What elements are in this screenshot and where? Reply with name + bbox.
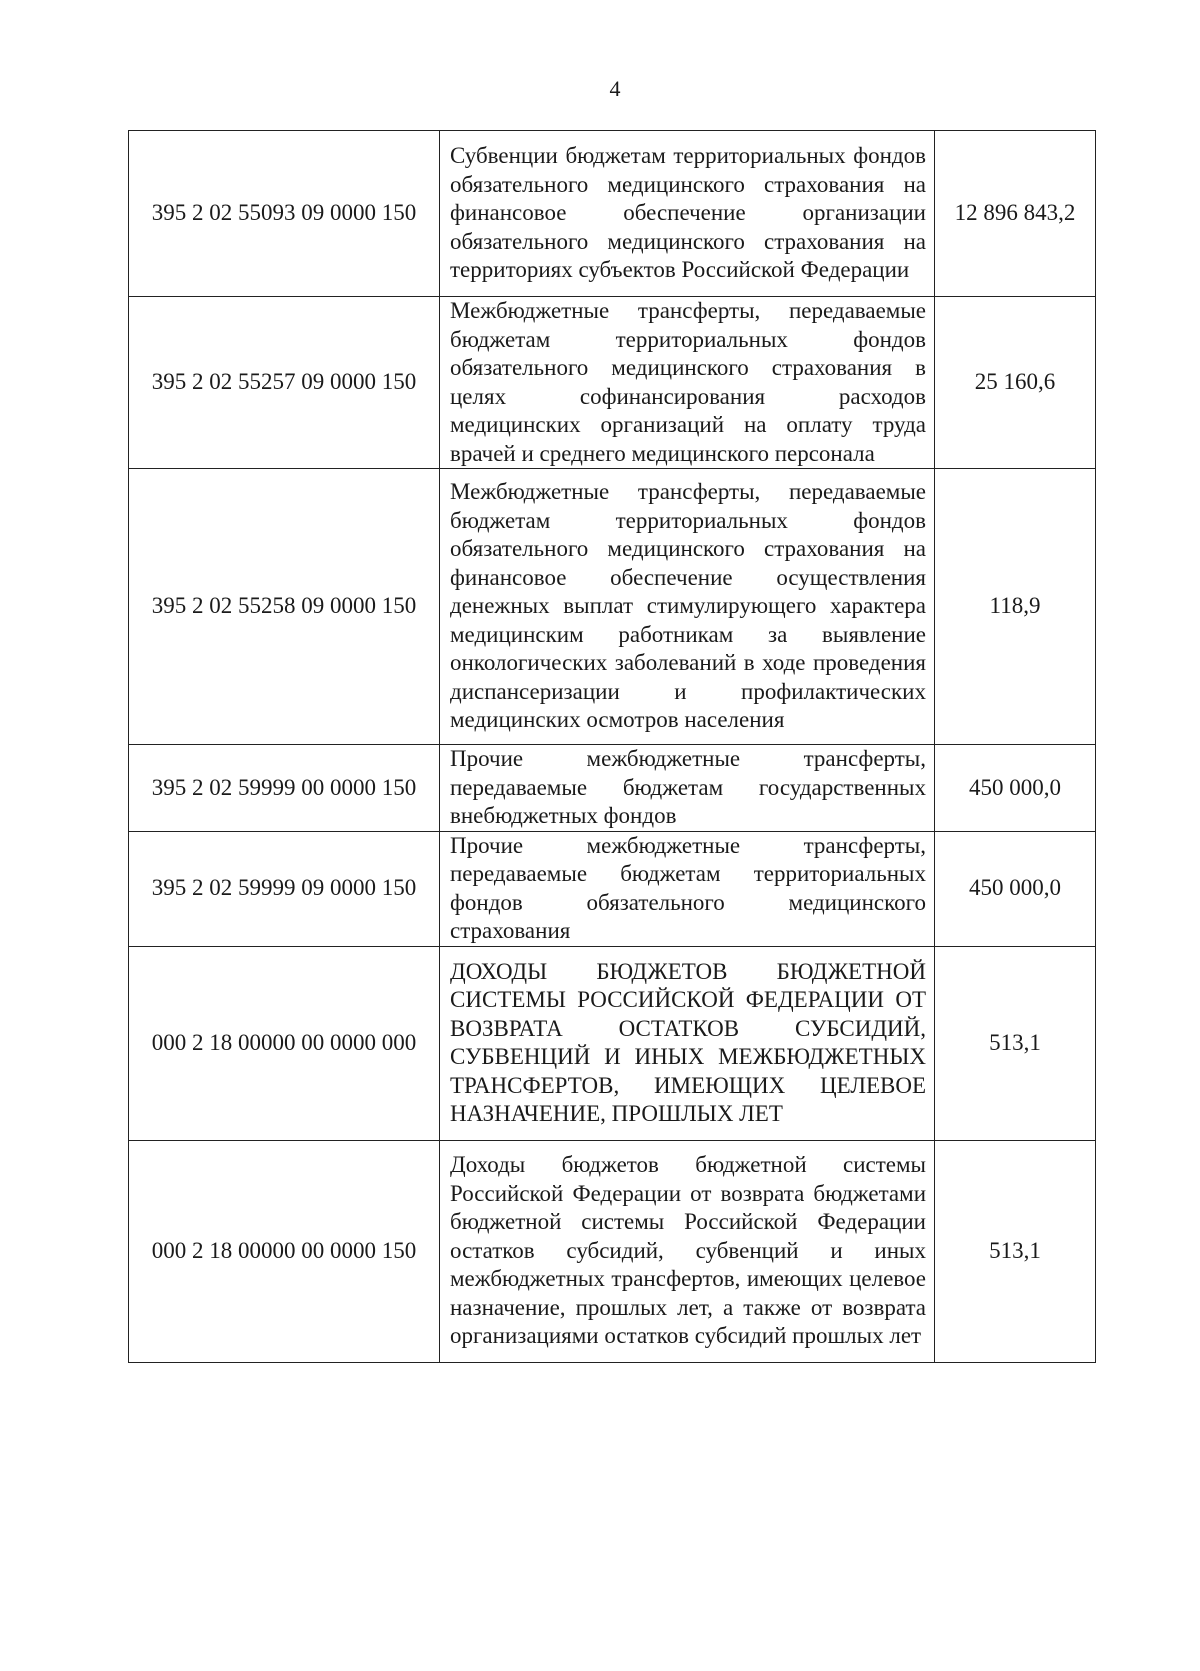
table-row <box>129 831 1096 946</box>
budget-code-cell: 395 2 02 55093 09 0000 150 <box>129 131 440 297</box>
description-cell: Прочие межбюджетные трансферты, передаваемые бюджетам государственных внебюджетных фондов <box>440 745 935 832</box>
page-number: 4 <box>609 76 621 101</box>
description-cell: Доходы бюджетов бюджетной системы Российской Федерации от возврата бюджетами бюджетной системы Российской Федерации остатков субсидий, субвенций и иных межбюджетных трансфертов, имеющих целевое назначение, прошлых лет, а также от возврата организациями остатков субсидий прошлых лет <box>440 1140 935 1362</box>
amount-cell: 450 000,0 <box>935 745 1096 832</box>
amount-cell: 450 000,0 <box>935 831 1096 946</box>
budget-code-cell: 395 2 02 59999 09 0000 150 <box>129 831 440 946</box>
budget-code-cell: 395 2 02 59999 00 0000 150 <box>129 745 440 832</box>
table-row <box>129 131 1096 297</box>
description-cell: Прочие межбюджетные трансферты, передаваемые бюджетам территориальных фондов обязательного медицинского страхования <box>440 831 935 946</box>
table-row <box>129 297 1096 469</box>
budget-revenue-table <box>128 130 1096 1363</box>
table-row <box>129 745 1096 832</box>
budget-code-cell: 000 2 18 00000 00 0000 000 <box>129 946 440 1140</box>
table-row <box>129 946 1096 1140</box>
description-cell: Межбюджетные трансферты, передаваемые бюджетам территориальных фондов обязательного медицинского страхования в целях софинансирования расходов медицинских организаций на оплату труда врачей и среднего медицинского персонала <box>440 297 935 469</box>
budget-code-cell: 000 2 18 00000 00 0000 150 <box>129 1140 440 1362</box>
amount-cell: 118,9 <box>935 469 1096 745</box>
budget-code-cell: 395 2 02 55257 09 0000 150 <box>129 297 440 469</box>
description-cell: Субвенции бюджетам территориальных фондов обязательного медицинского страхования на финансовое обеспечение организации обязательного медицинского страхования на территориях субъектов Российской Федерации <box>440 131 935 297</box>
amount-cell: 513,1 <box>935 1140 1096 1362</box>
table-row <box>129 469 1096 745</box>
budget-code-cell: 395 2 02 55258 09 0000 150 <box>129 469 440 745</box>
amount-cell: 12 896 843,2 <box>935 131 1096 297</box>
description-cell: ДОХОДЫ БЮДЖЕТОВ БЮДЖЕТНОЙ СИСТЕМЫ РОССИЙСКОЙ ФЕДЕРАЦИИ ОТ ВОЗВРАТА ОСТАТКОВ СУБСИДИЙ, СУБВЕНЦИЙ И ИНЫХ МЕЖБЮДЖЕТНЫХ ТРАНСФЕРТОВ, ИМЕЮЩИХ ЦЕЛЕВОЕ НАЗНАЧЕНИЕ, ПРОШЛЫХ ЛЕТ <box>440 946 935 1140</box>
amount-cell: 25 160,6 <box>935 297 1096 469</box>
description-cell: Межбюджетные трансферты, передаваемые бюджетам территориальных фондов обязательного медицинского страхования на финансовое обеспечение осуществления денежных выплат стимулирующего характера медицинским работникам за выявление онкологических заболеваний в ходе проведения диспансеризации и профилактических медицинских осмотров населения <box>440 469 935 745</box>
amount-cell: 513,1 <box>935 946 1096 1140</box>
table-row <box>129 1140 1096 1362</box>
